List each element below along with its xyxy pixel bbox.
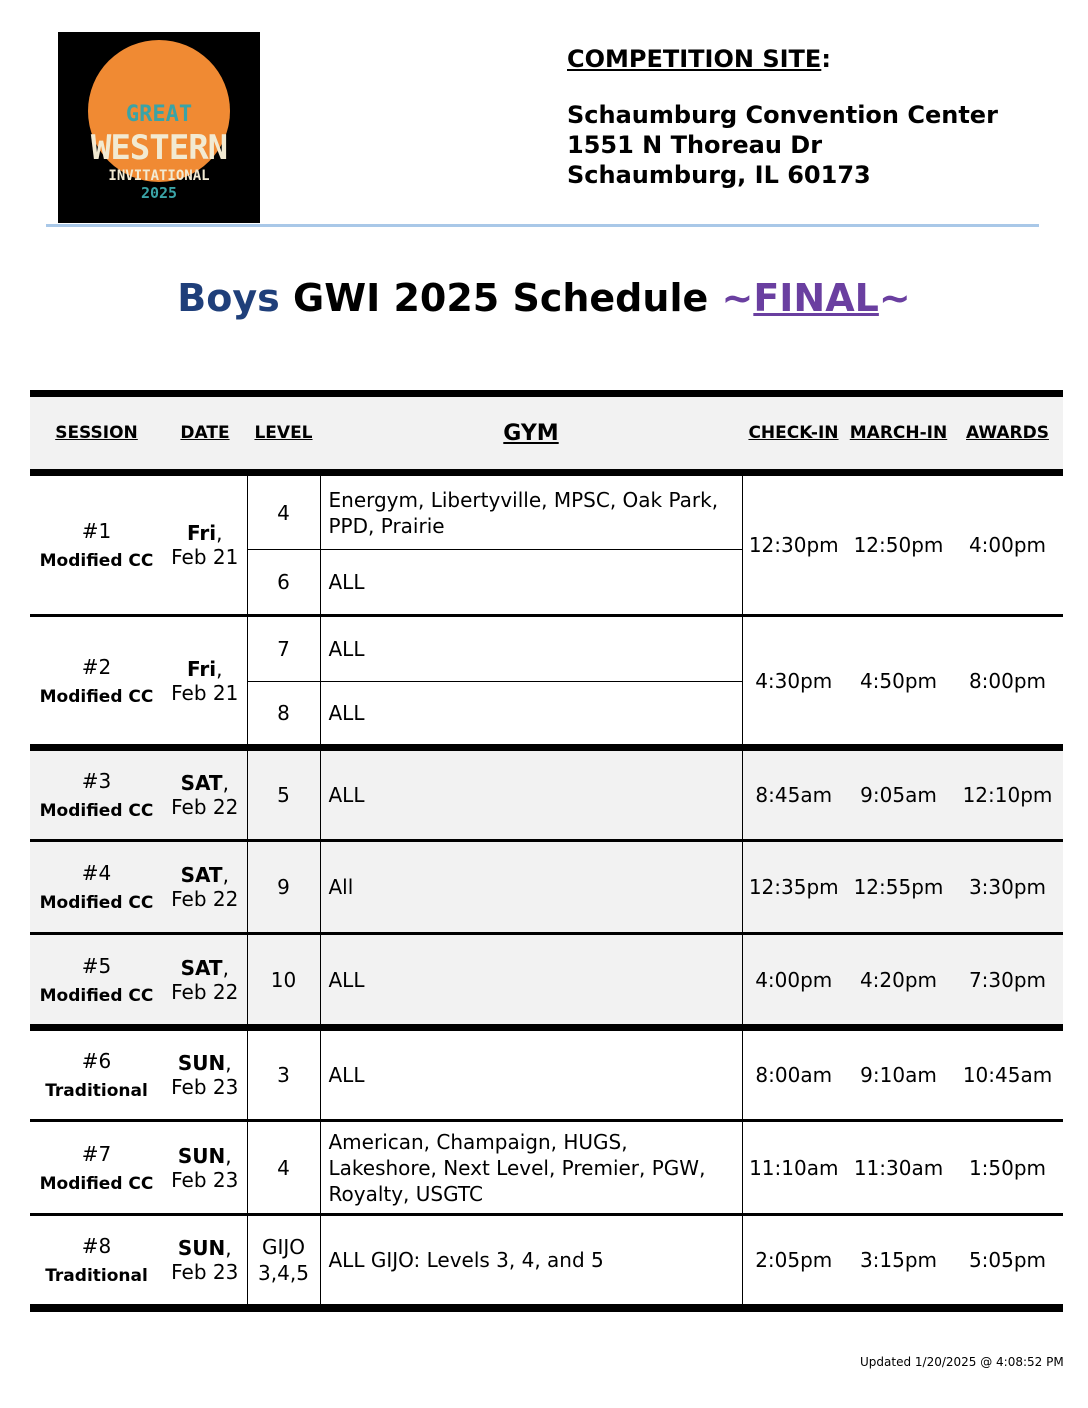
gym-cell: ALL <box>320 616 742 682</box>
page-title <box>0 276 1088 320</box>
logo-text: GREAT <box>125 102 193 127</box>
session-cell <box>30 616 163 748</box>
gym-cell: ALL <box>320 934 742 1028</box>
awards-cell: 1:50pm <box>952 1121 1063 1215</box>
session-type: Modified CC <box>39 1173 154 1194</box>
session-type: Traditional <box>45 1081 148 1101</box>
session-type: Modified CC <box>39 551 154 571</box>
checkin-cell: 12:35pm <box>742 841 845 934</box>
table-row <box>30 616 1063 682</box>
session-number: #6 <box>81 1049 112 1073</box>
session-cell <box>30 748 163 841</box>
session-number: #1 <box>81 519 112 543</box>
logo-text: INVITATIONAL <box>108 168 210 184</box>
awards-cell: 4:00pm <box>968 533 1047 557</box>
site-city: Schaumburg, IL 60173 <box>567 161 871 189</box>
gym-cell: All <box>320 841 742 934</box>
date-cell: SUN, Feb 23 <box>163 1028 247 1121</box>
level-cell: 4 <box>247 473 320 550</box>
day: Fri <box>187 656 217 681</box>
table-row <box>30 934 1063 1028</box>
header-marchin: MARCH-IN <box>845 394 952 473</box>
great-western-invitational-logo <box>58 32 260 223</box>
day: SAT <box>180 771 223 795</box>
logo-text: 2025 <box>140 184 178 202</box>
gym-cell: ALL <box>320 748 742 841</box>
day: SAT <box>180 863 223 887</box>
updated-timestamp: Updated 1/20/2025 @ 4:08:52 PM <box>860 1355 1064 1369</box>
date-cell: Fri, Feb 21 <box>171 521 239 569</box>
date-cell: SAT, Feb 22 <box>163 934 247 1028</box>
session-cell <box>30 1215 163 1308</box>
session-type: Modified CC <box>39 985 154 1006</box>
day: SUN <box>177 1235 226 1260</box>
table-header <box>30 394 1063 473</box>
checkin-cell: 4:00pm <box>742 934 845 1028</box>
table-row <box>30 1028 1063 1121</box>
date-cell: SAT, Feb 22 <box>163 748 247 841</box>
marchin-cell: 4:50pm <box>845 616 952 748</box>
checkin-cell: 2:05pm <box>742 1215 845 1308</box>
gym-cell: Energym, Libertyville, MPSC, Oak Park, PPD, Prairie <box>320 473 742 550</box>
divider <box>46 224 1039 227</box>
site-street: 1551 N Thoreau Dr <box>567 131 823 159</box>
session-type: Modified CC <box>39 893 154 913</box>
date: Feb 22 <box>171 979 239 1004</box>
day: SUN <box>177 1143 226 1168</box>
level-cell: 4 <box>247 1121 320 1215</box>
gym-cell: ALL <box>320 1028 742 1121</box>
colon: : <box>821 45 831 73</box>
marchin-cell: 11:30am <box>845 1121 952 1215</box>
site-name: Schaumburg Convention Center <box>567 101 998 129</box>
checkin-cell: 8:45am <box>742 748 845 841</box>
session-number: #4 <box>81 861 112 885</box>
date-cell: Fri, Feb 21 <box>163 616 247 748</box>
session-cell <box>30 1028 163 1121</box>
level-cell: 10 <box>247 934 320 1028</box>
checkin-cell: 4:30pm <box>742 616 845 748</box>
marchin-cell: 12:55pm <box>845 841 952 934</box>
date: Feb 21 <box>171 680 239 705</box>
session-type: Modified CC <box>39 686 154 707</box>
table-row <box>30 1121 1063 1215</box>
header-session: SESSION <box>30 394 163 473</box>
level-cell: GIJO 3,4,5 <box>247 1215 320 1308</box>
day: SUN <box>177 1051 226 1075</box>
site-heading: COMPETITION SITE <box>567 45 822 73</box>
date-cell: SUN, Feb 23 <box>163 1215 247 1308</box>
day: Fri <box>187 521 217 545</box>
awards-cell: 10:45am <box>952 1028 1063 1121</box>
marchin-cell: 3:15pm <box>845 1215 952 1308</box>
checkin-cell: 12:30pm <box>742 473 845 616</box>
date: Feb 23 <box>171 1075 239 1099</box>
gym-cell: American, Champaign, HUGS, Lakeshore, Next Level, Premier, PGW, Royalty, USGTC <box>320 1121 742 1215</box>
session-number: #3 <box>81 769 112 793</box>
checkin-cell: 8:00am <box>742 1028 845 1121</box>
header-checkin: CHECK-IN <box>742 394 845 473</box>
awards-cell: 7:30pm <box>952 934 1063 1028</box>
marchin-cell: 9:10am <box>845 1028 952 1121</box>
date: Feb 23 <box>171 1167 239 1192</box>
session-number: #5 <box>81 953 112 978</box>
date-cell: SUN, Feb 23 <box>163 1121 247 1215</box>
awards-cell: 12:10pm <box>952 748 1063 841</box>
date-cell: SAT, Feb 22 <box>163 841 247 934</box>
session-cell <box>30 473 163 616</box>
title-main: GWI 2025 Schedule <box>293 276 709 320</box>
title-boys: Boys <box>177 276 280 320</box>
session-number: #7 <box>81 1141 112 1166</box>
day: SAT <box>180 955 223 980</box>
header-awards: AWARDS <box>952 394 1063 473</box>
date: Feb 21 <box>171 545 239 569</box>
competition-site <box>567 44 998 190</box>
level-cell: 5 <box>247 748 320 841</box>
gym-cell: ALL GIJO: Levels 3, 4, and 5 <box>320 1215 742 1308</box>
level-cell: 8 <box>247 682 320 748</box>
logo-text: WESTERN <box>90 128 228 168</box>
level-cell: 7 <box>247 616 320 682</box>
awards-cell: 8:00pm <box>952 616 1063 748</box>
header-level: LEVEL <box>247 394 320 473</box>
title-final: FINAL <box>753 276 879 320</box>
session-type: Traditional <box>45 1265 148 1286</box>
gym-cell: ALL <box>320 682 742 748</box>
date: Feb 23 <box>171 1259 239 1284</box>
awards-cell: 5:05pm <box>952 1215 1063 1308</box>
level-cell: 3 <box>247 1028 320 1121</box>
date: Feb 22 <box>171 795 239 819</box>
awards-cell: 3:30pm <box>952 841 1063 934</box>
checkin-cell: 11:10am <box>742 1121 845 1215</box>
level-cell: 9 <box>247 841 320 934</box>
table-row <box>30 1215 1063 1308</box>
session-cell <box>30 934 163 1028</box>
gym-cell: ALL <box>320 550 742 616</box>
tilde: ~ <box>721 276 754 320</box>
header-gym: GYM <box>320 394 742 473</box>
level-cell: 6 <box>247 550 320 616</box>
table-row <box>30 748 1063 841</box>
marchin-cell: 9:05am <box>845 748 952 841</box>
session-cell <box>30 1121 163 1215</box>
date: Feb 22 <box>171 887 239 911</box>
marchin-cell: 4:20pm <box>845 934 952 1028</box>
session-number: #2 <box>81 654 112 679</box>
marchin-cell: 12:50pm <box>853 533 944 557</box>
table-row <box>30 473 1063 550</box>
header-date: DATE <box>163 394 247 473</box>
session-number: #8 <box>81 1233 112 1258</box>
tilde: ~ <box>878 276 911 320</box>
schedule-table <box>30 390 1063 1312</box>
table-row <box>30 841 1063 934</box>
session-type: Modified CC <box>39 801 154 821</box>
session-cell <box>30 841 163 934</box>
